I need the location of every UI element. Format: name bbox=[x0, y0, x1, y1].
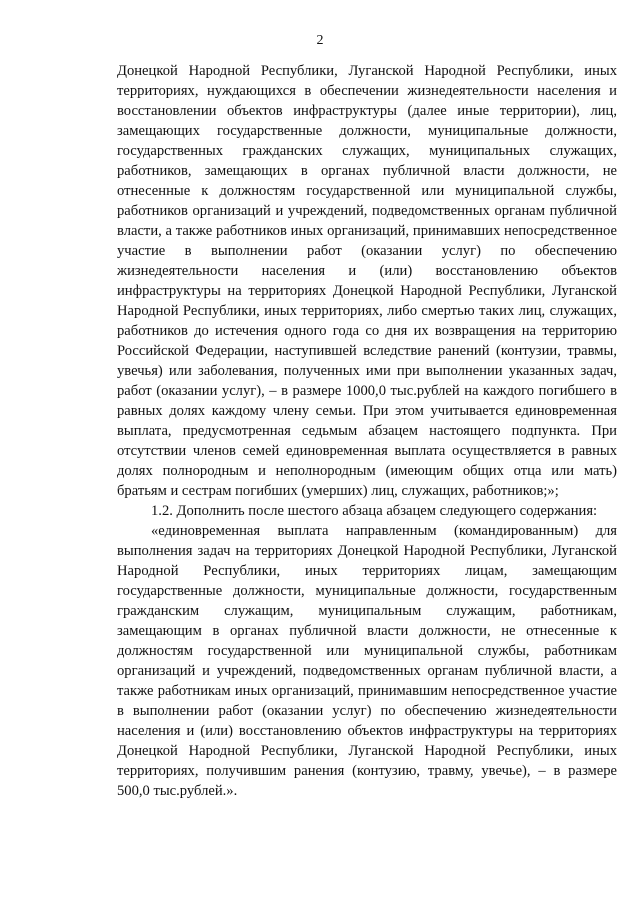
paragraph-new-text: «единовременная выплата направленным (командированным) для выполнения задач на территориях Донецкой Народной Республики, Луганской Народной Республики, иных территориях лицам, замещающим государственные должности, муниципальные должности, государственным гражданским служащим, муниципальным служащим, работникам, замещающим в органах публичной власти должности, не отнесенные к должностям государственной или муниципальной службы, работникам организаций и учреждений, подведомственных органам публичной власти, а также работникам иных организаций, принимавшим непосредственное участие в выполнении работ (оказании услуг) по обеспечению жизнедеятельности населения и (или) восстановлению объектов инфраструктуры на территориях Донецкой Народной Республики, Луганской Народной Республики, иных территориях, получившим ранения (контузию, травму, увечье), – в размере 500,0 тыс.рублей.». bbox=[117, 523, 617, 799]
paragraph-amendment-1-2: 1.2. Дополнить после шестого абзаца абзацем следующего содержания: bbox=[151, 503, 598, 519]
document-body bbox=[117, 61, 617, 801]
paragraph-continuation: Донецкой Народной Республики, Луганской Народной Республики, иных территориях, нуждающихся в обеспечении жизнедеятельности населения и восстановлении объектов инфраструктуры (далее иные территории), лиц, замещающих государственные должности, муниципальные должности, государственных гражданских служащих, муниципальных служащих, работников, замещающих в органах публичной власти должности, не отнесенные к должностям государственной или муниципальной службы, работников организаций и учреждений, подведомственных органам публичной власти, а также работников иных организаций, принимавших непосредственное участие в выполнении работ (оказании услуг) по обеспечению жизнедеятельности населения и (или) восстановлению объектов инфраструктуры на территориях Донецкой Народной Республики, Луганской Народной Республики, иных территориях, либо смертью таких лиц, служащих, работников до истечения одного года со дня их возвращения на территорию Российской Федерации, наступившей вследствие ранений (контузии, травмы, увечья) или заболевания, полученных ими при выполнении указанных задач, работ (оказании услуг), – в размере 1000,0 тыс.рублей на каждого погибшего в равных долях каждому члену семьи. При этом учитывается единовременная выплата, предусмотренная седьмым абзацем настоящего подпункта. При отсутствии членов семей единовременная выплата осуществляется в равных долях полнородным и неполнородным (имеющим общих отца или мать) братьям и сестрам погибших (умерших) лиц, служащих, работников;»; bbox=[117, 63, 617, 499]
page-number: 2 bbox=[316, 33, 324, 48]
